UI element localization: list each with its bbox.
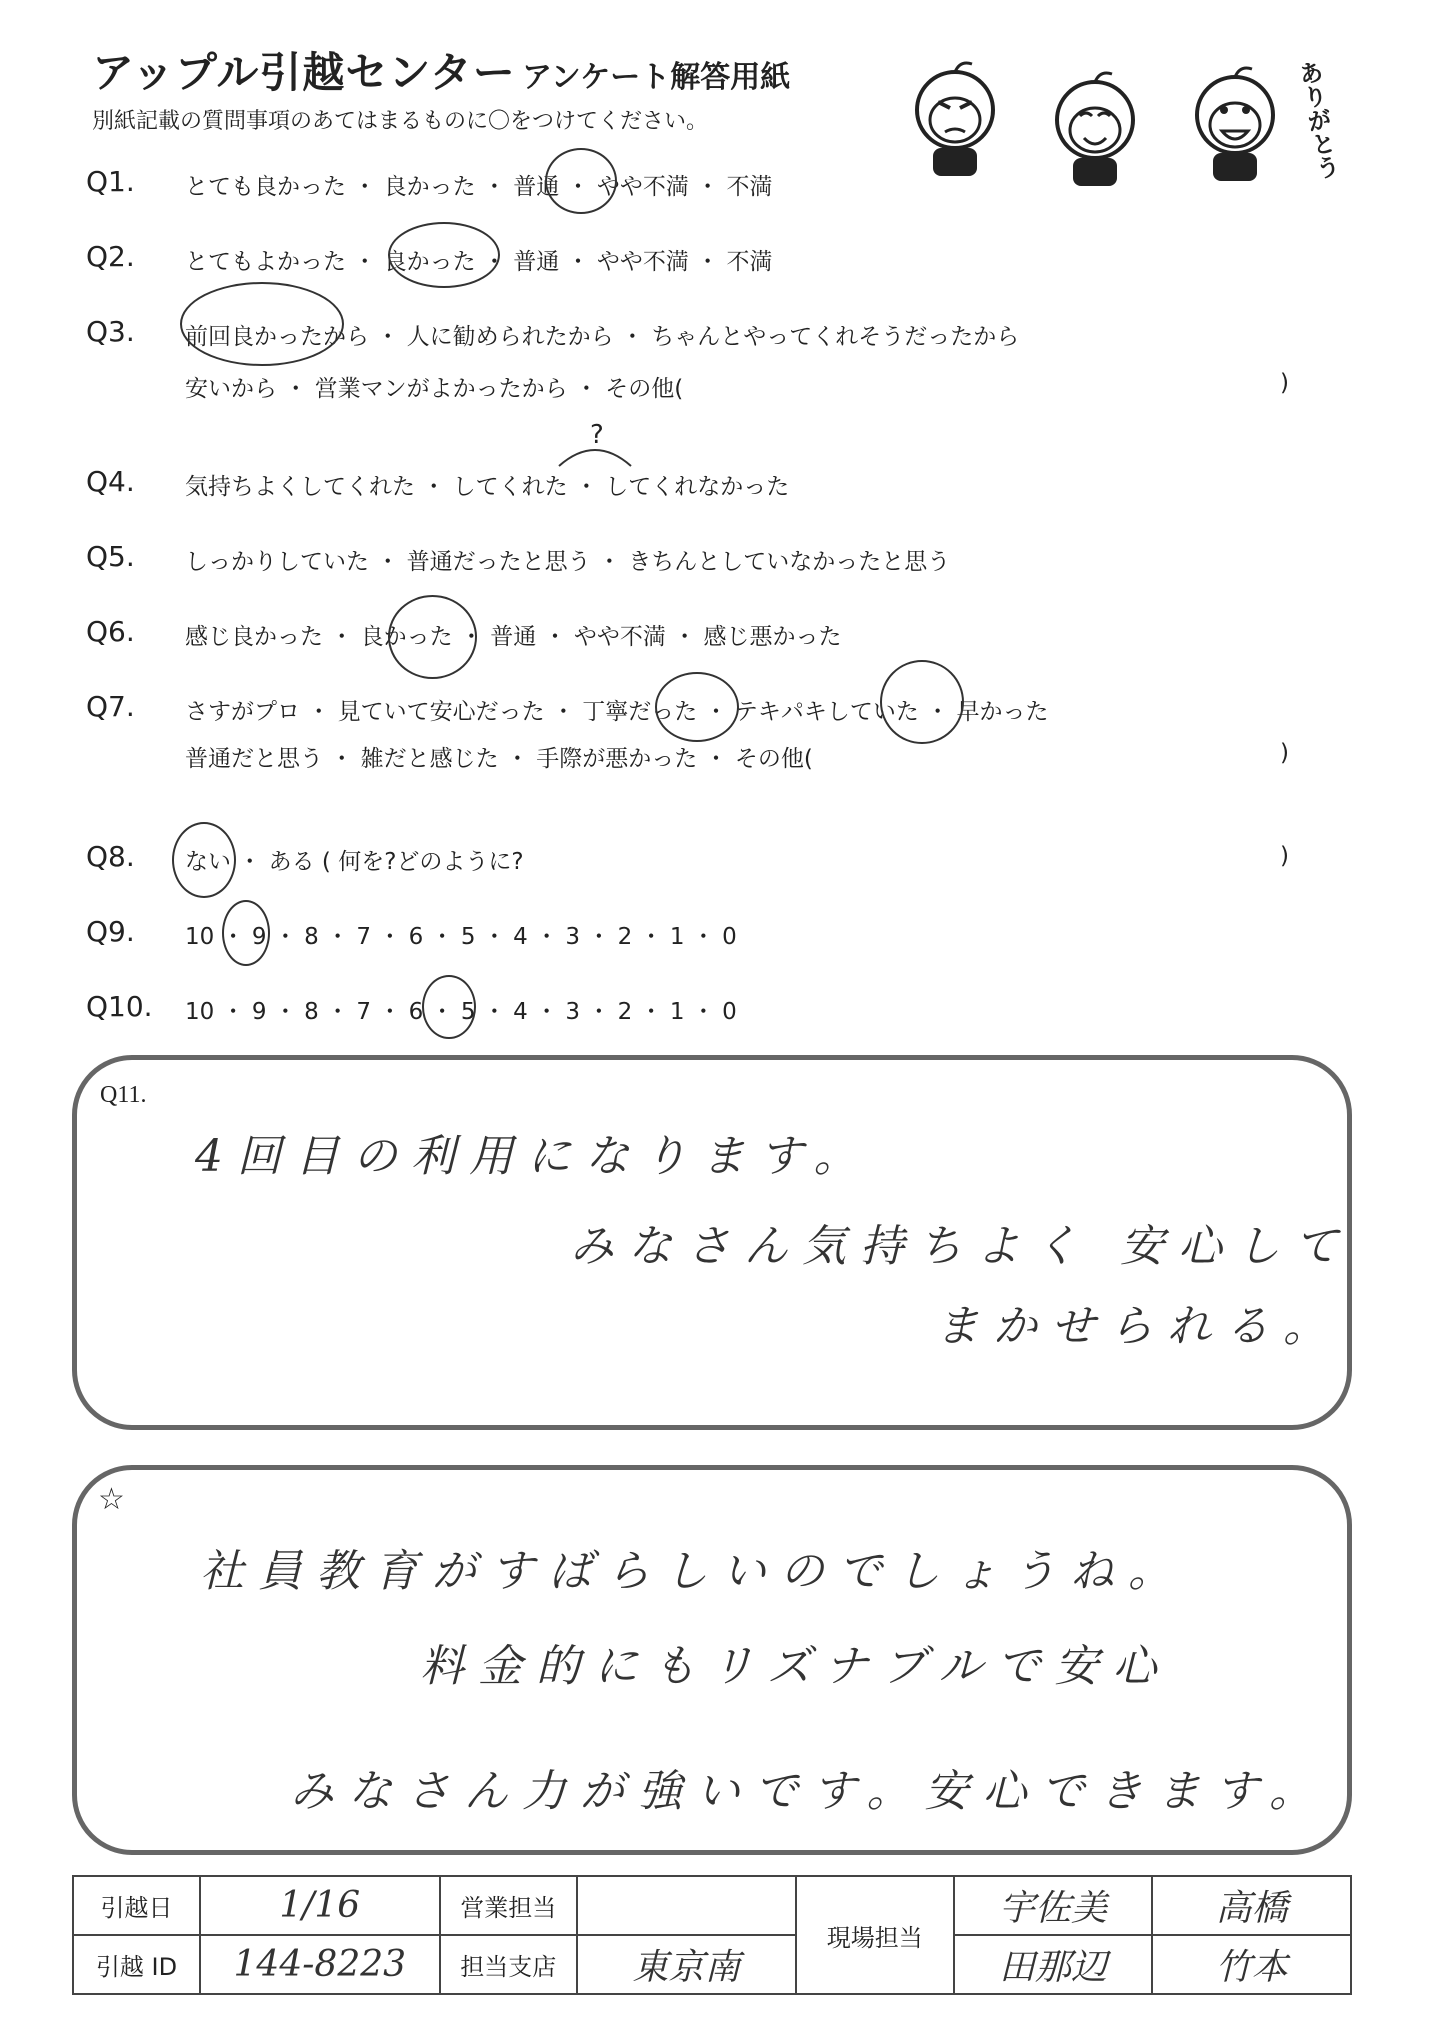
- question-label: Q7.: [86, 690, 135, 723]
- field-staff-3: 田那辺: [954, 1935, 1153, 1994]
- question-label: Q5.: [86, 540, 135, 573]
- handwritten-line: みなさん力が強いです。安心できます。: [290, 1766, 1327, 1817]
- question-options: 気持ちよくしてくれた ・ してくれた ・ してくれなかった: [185, 474, 790, 500]
- answer-circle: [222, 900, 270, 966]
- field-staff-2: 高橋: [1152, 1876, 1351, 1935]
- question-label: Q10.: [86, 990, 153, 1023]
- question-options: 感じ良かった ・ 良かった ・ 普通 ・ やや不満 ・ 感じ悪かった: [185, 624, 842, 650]
- question-options: 10 ・ 9 ・ 8 ・ 7 ・ 6 ・ 5 ・ 4 ・ 3 ・ 2 ・ 1 ・ 0: [185, 999, 737, 1025]
- handwritten-line: 料金的にもリズナブルで安心: [420, 1641, 1171, 1692]
- move-id-value: 144-8223: [200, 1935, 440, 1994]
- thank-you-badge: ありがとう: [1292, 58, 1342, 182]
- survey-subtitle: アンケート解答用紙: [522, 60, 791, 95]
- move-date-value: 1/16: [200, 1876, 440, 1935]
- close-paren: ): [1280, 843, 1289, 869]
- sales-label: 営業担当: [440, 1876, 577, 1935]
- answer-circle: [880, 660, 964, 744]
- angry-monkey-icon: [900, 60, 1010, 180]
- question-options: とてもよかった ・ 良かった ・ 普通 ・ やや不満 ・ 不満: [185, 249, 773, 275]
- question-options: 10 ・ 9 ・ 8 ・ 7 ・ 6 ・ 5 ・ 4 ・ 3 ・ 2 ・ 1 ・ 0: [185, 924, 737, 950]
- question-label: Q6.: [86, 615, 135, 648]
- handwritten-line: まかせられる。: [935, 1301, 1341, 1352]
- star-icon: ☆: [98, 1483, 125, 1516]
- question-options-line2: 安いから ・ 営業マンがよかったから ・ その他(: [185, 376, 684, 402]
- instruction-text: 別紙記載の質問事項のあてはまるものに〇をつけてください。: [92, 109, 709, 134]
- field-staff-1: 宇佐美: [954, 1876, 1153, 1935]
- close-paren: ): [1280, 740, 1289, 766]
- question-options: しっかりしていた ・ 普通だったと思う ・ きちんとしていなかったと思う: [185, 549, 951, 575]
- answer-circle: [388, 222, 500, 288]
- field-staff-label: 現場担当: [796, 1876, 954, 1994]
- question-options-line2: 普通だと思う ・ 雑だと感じた ・ 手際が悪かった ・ その他(: [185, 746, 813, 772]
- close-paren: ): [1280, 370, 1289, 396]
- question-options: ない ・ ある ( 何を?どのように?: [185, 849, 524, 875]
- question-label: Q8.: [86, 840, 135, 873]
- survey-title: アップル引越センター: [92, 48, 516, 97]
- question-options: さすがプロ ・ 見ていて安心だった ・ 丁寧だった ・ テキパキしていた ・ 早かった: [185, 699, 1049, 725]
- move-id-label: 引越 ID: [73, 1935, 200, 1994]
- answer-circle: [180, 282, 344, 366]
- question-label: Q2.: [86, 240, 135, 273]
- q11-label: Q11.: [100, 1082, 147, 1108]
- smiling-monkey-icon: [1180, 65, 1290, 185]
- answer-circle: [422, 975, 476, 1039]
- happy-monkey-icon: [1040, 70, 1150, 190]
- branch-label: 担当支店: [440, 1935, 577, 1994]
- question-label: Q9.: [86, 915, 135, 948]
- question-options: とても良かった ・ 良かった ・ 普通 ・ やや不満 ・ 不満: [185, 174, 773, 200]
- sales-value: [577, 1876, 796, 1935]
- question-label: Q4.: [86, 465, 135, 498]
- answer-circle: [655, 672, 739, 742]
- move-info-table: [72, 1875, 1352, 1995]
- answer-circle: [545, 148, 617, 214]
- question-options: 前回良かったから ・ 人に勧められたから ・ ちゃんとやってくれそうだったから: [185, 324, 1020, 350]
- handwritten-line: 4回目の利用になります。: [195, 1131, 872, 1182]
- handwritten-line: みなさん気持ちよく 安心して: [570, 1221, 1352, 1272]
- question-mark-annotation: ?: [590, 420, 604, 450]
- question-label: Q3.: [86, 315, 135, 348]
- answer-circle: [388, 595, 477, 679]
- branch-value: 東京南: [577, 1935, 796, 1994]
- move-date-label: 引越日: [73, 1876, 200, 1935]
- answer-circle: [172, 822, 236, 898]
- question-label: Q1.: [86, 165, 135, 198]
- field-staff-4: 竹本: [1152, 1935, 1351, 1994]
- arc-annotation: [555, 440, 635, 470]
- handwritten-line: 社員教育がすばらしいのでしょうね。: [200, 1546, 1186, 1597]
